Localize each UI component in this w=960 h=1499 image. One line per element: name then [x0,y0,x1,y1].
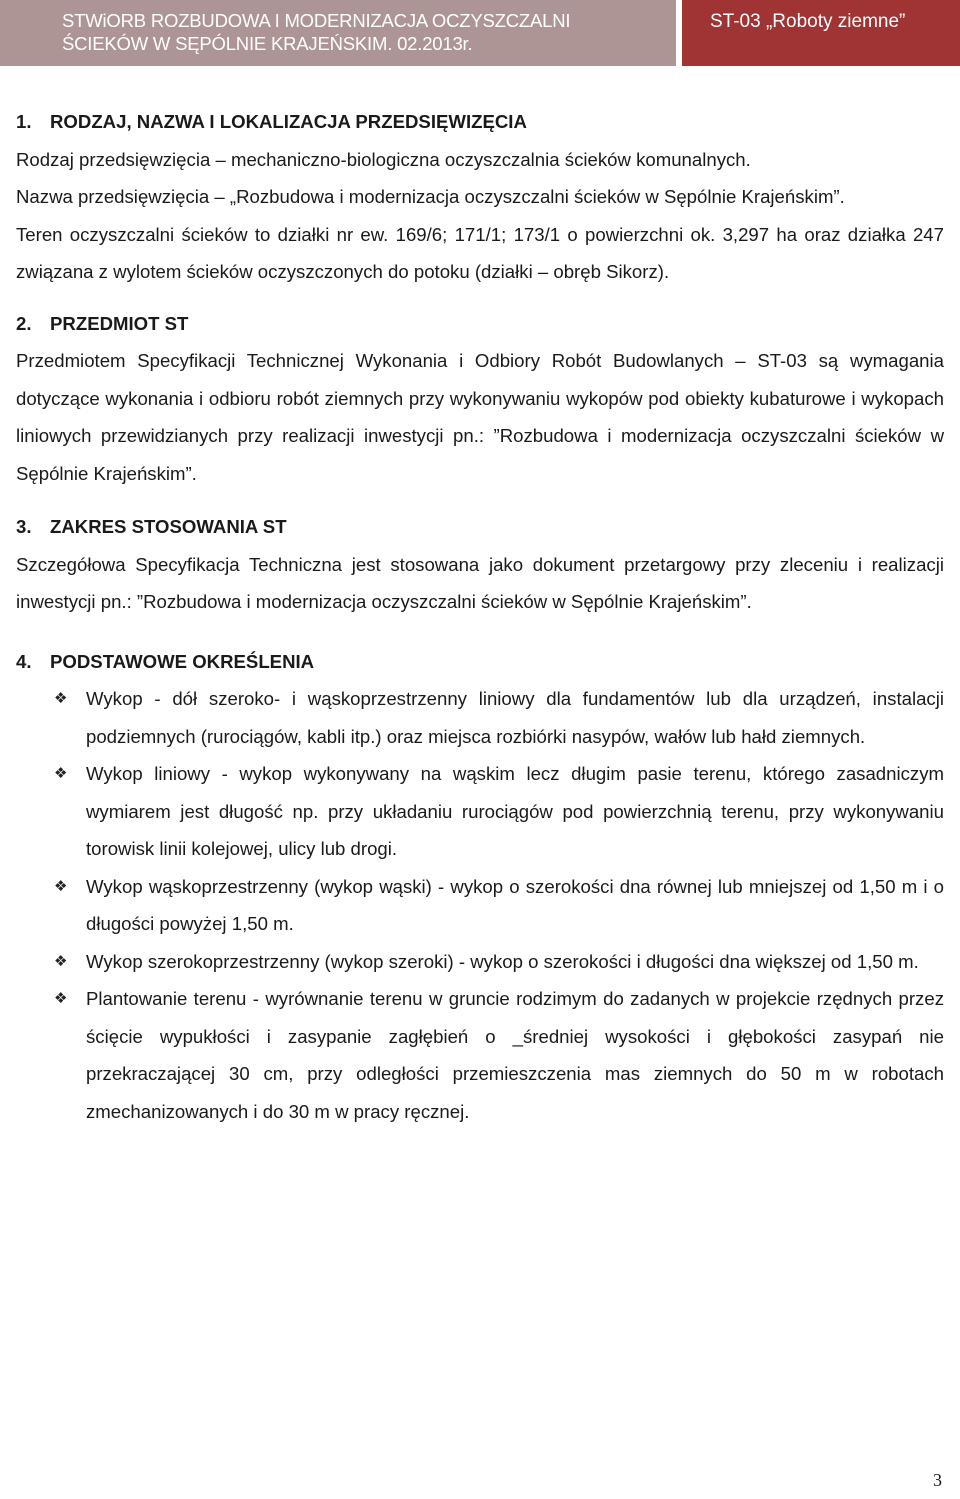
spacer [16,492,944,508]
diamond-dots-icon: ❖ [54,990,68,1007]
page-number: 3 [933,1470,942,1490]
section-4-number: 4. [16,650,32,672]
section-1-title: RODZAJ, NAZWA I LOKALIZACJA PRZEDSIĘWIZĘCIA [50,111,527,132]
section-3-number: 3. [16,516,32,537]
section-1 [16,103,944,291]
section-3 [16,508,944,621]
section-3-title: ZAKRES STOSOWANIA ST [50,516,287,537]
spec-code-banner: ST-03 „Roboty ziemne” [682,0,960,66]
section-1-type-paragraph: Rodzaj przedsięwzięcia – mechaniczno-biologiczna oczyszczalnia ścieków komunalnych. [16,148,751,170]
section-1-heading [16,103,944,141]
section-2-paragraph: Przedmiotem Specyfikacji Technicznej Wykonania i Odbiory Robót Budowlanych – ST-03 są wymagania dotyczące wykonania i odbioru robót ziemnych przy wykonywaniu wykopów pod obiekty kubaturowe i wykopach liniowych przewidzianych przy realizacji inwestycji pn.: ”Rozbudowa i modernizacja oczyszczalni ścieków w Sępólnie Krajeńskim”. [16,350,944,484]
definition-item [16,943,944,981]
definition-text: Wykop szerokoprzestrzenny (wykop szeroki) - wykop o szerokości i długości dna większej od 1,50 m. [86,950,919,972]
section-2-number: 2. [16,312,32,334]
section-3-paragraph: Szczegółowa Specyfikacja Techniczna jest stosowana jako dokument przetargowy przy zleceniu i realizacji inwestycji pn.: ”Rozbudowa i modernizacja oczyszczalni ścieków w Sępólnie Krajeńskim”. [16,553,944,612]
section-1-location-paragraph: Teren oczyszczalni ścieków to działki nr ew. 169/6; 171/1; 173/1 o powierzchni ok. 3,297 ha oraz działka 247 związana z wylotem ścieków oczyszczonych do potoku (działki – obręb Sikorz). [16,223,944,282]
section-4-title: PODSTAWOWE OKREŚLENIA [50,650,315,672]
diamond-dots-icon: ❖ [54,690,68,707]
section-3-heading [16,508,944,546]
document-title-line-1: STWiORB ROZBUDOWA I MODERNIZACJA OCZYSZCZALNI [62,10,571,31]
definition-text: Plantowanie terenu - wyrównanie terenu w gruncie rodzimym do zadanych w projekcie rzędnych przez ścięcie wypukłości i zasypanie zagłębień o _średniej wysokości i głębokości zasypań nie przekraczającej 30 cm, przy odległości przemieszczenia mas ziemnych do 50 m w robotach zmechanizowanych i do 30 m w pracy ręcznej. [86,988,944,1122]
diamond-dots-icon: ❖ [54,952,68,970]
section-2 [16,305,944,493]
spacer [16,291,944,305]
spacer [16,621,944,643]
definition-text: Wykop - dół szeroko- i wąskoprzestrzenny liniowy dla fundamentów lub dla urządzeń, instalacji podziemnych (rurociągów, kabli itp.) oraz miejsca rozbiórki nasypów, wałów lub hałd ziemnych. [86,688,944,747]
section-2-title: PRZEDMIOT ST [50,312,189,334]
diamond-dots-icon: ❖ [54,765,68,782]
document-body [16,103,944,1130]
section-4 [16,643,944,1131]
diamond-dots-icon: ❖ [54,877,68,895]
definition-text: Wykop liniowy - wykop wykonywany na wąskim lecz długim pasie terenu, którego zasadniczym wymiarem jest długość np. przy układaniu rurociągów pod powierzchnią terenu, przy wykonywaniu torowisk linii kolejowej, ulicy lub drogi. [86,763,944,859]
definition-item [16,980,944,1130]
page-header [0,0,960,66]
section-1-number: 1. [16,111,32,132]
definitions-list [16,680,944,1130]
section-4-heading [16,643,944,681]
definition-item [16,680,944,755]
section-1-name-paragraph: Nazwa przedsięwzięcia – „Rozbudowa i modernizacja oczyszczalni ścieków w Sępólnie Krajeńskim”. [16,186,845,207]
document-title-line-2: ŚCIEKÓW W SĘPÓLNIE KRAJEŃSKIM. 02.2013r. [62,33,473,54]
definition-item [16,755,944,868]
definition-item [16,868,944,943]
document-title-banner [0,0,676,66]
definition-text: Wykop wąskoprzestrzenny (wykop wąski) - wykop o szerokości dna równej lub mniejszej od 1,50 m i o długości powyżej 1,50 m. [86,875,944,934]
section-2-heading [16,305,944,343]
